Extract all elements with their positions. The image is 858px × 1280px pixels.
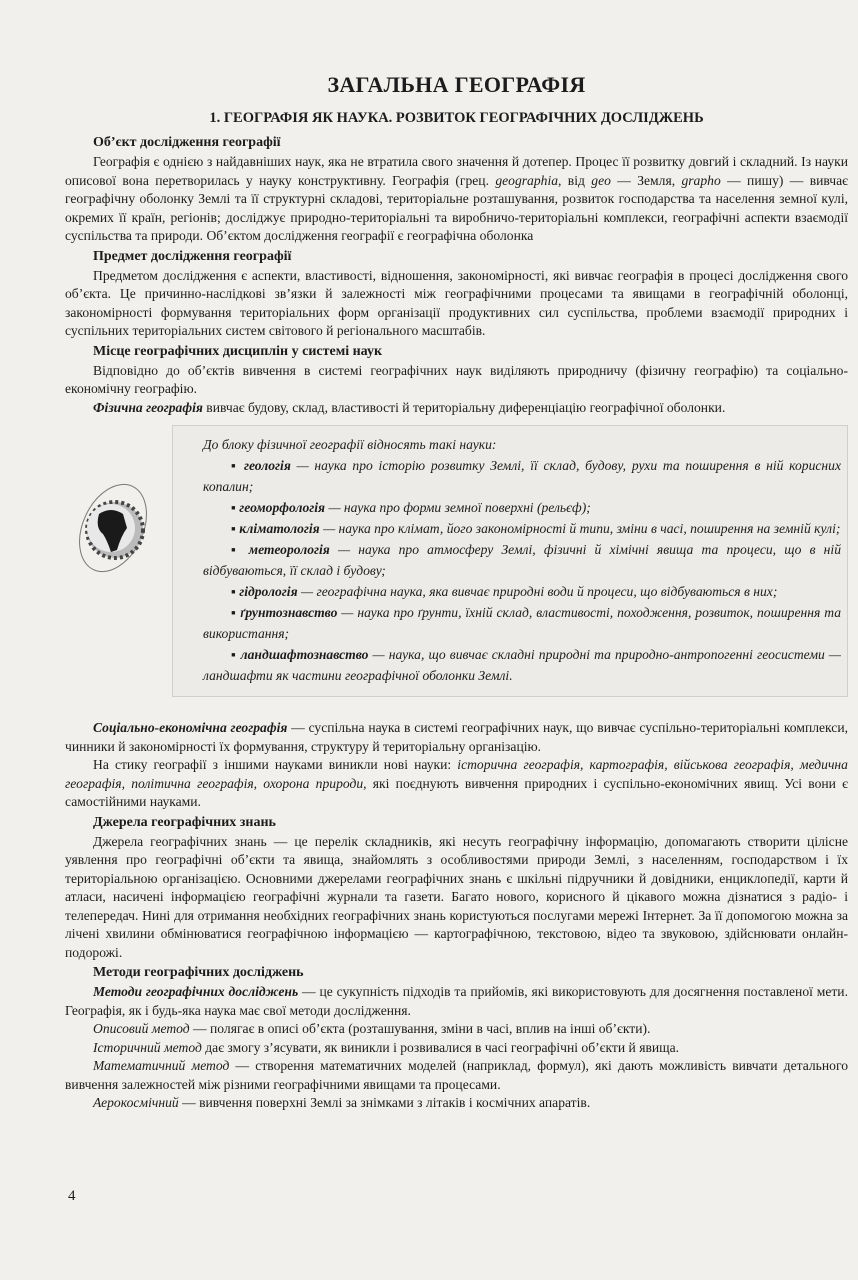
physical-geography-box xyxy=(172,425,848,697)
globe-gear-icon xyxy=(71,478,153,578)
science-definition: — наука про форми земної поверхні (рельєф); xyxy=(325,500,591,515)
text-run: історична географія, картографія, військова географія, медична географія, політична географія, охорона природи xyxy=(65,757,848,791)
text-run: Соціально-економічна географія xyxy=(93,720,288,735)
science-item: ▪ метеорологія — наука про атмосферу Землі, фізичні й хімічні явища та процеси, що в ній відбуваються, її склад і будову; xyxy=(203,542,842,578)
science-definition: — наука про атмосферу Землі, фізичні й хімічні явища та процеси, що в ній відбуваються, її склад і будову; xyxy=(203,542,842,578)
science-definition: — наука про клімат, його закономірності й типи, зміни в часі, поширення на земній кулі; xyxy=(319,521,841,536)
science-item: ▪ геологія — наука про історію розвитку Землі, її склад, будову, рухи та поширення в ній корисних копалин; xyxy=(203,458,842,494)
text-run: geo xyxy=(591,172,611,188)
science-item: ▪ кліматологія — наука про клімат, його закономірності й типи, зміни в часі, поширення на земній кулі; xyxy=(231,521,841,536)
section-heading: Об’єкт дослідження географії xyxy=(93,135,281,150)
box-lead: До блоку фізичної географії відносять такі науки: xyxy=(203,437,497,452)
science-term: геологія xyxy=(243,458,291,473)
section-heading: Методи географічних досліджень xyxy=(93,965,304,980)
text-run: Описовий метод xyxy=(93,1021,190,1036)
section-heading: Місце географічних дисциплін у системі наук xyxy=(93,343,383,359)
text-run: — Земля, xyxy=(610,172,682,188)
paragraph xyxy=(65,1039,848,1058)
science-term: кліматологія xyxy=(239,521,320,536)
text-run: — пишу) — вивчає географічну оболонку Землі та її структурні складові, територіальне розташування, розвиток господарства та населення земної кулі, окремих її країн, регіонів; досліджує природно-територіальні та виробничо-територіальні комплекси, географічні аспекти взаємодії суспільства та природи. Об’єктом дослідження географії є географічна оболонка xyxy=(65,172,849,243)
text-run: На стику географії з іншими науками виникли нові науки: xyxy=(93,757,458,772)
chapter-title: 1. ГЕОГРАФІЯ ЯК НАУКА. РОЗВИТОК ГЕОГРАФІЧНИХ ДОСЛІДЖЕНЬ xyxy=(209,110,704,126)
paragraph xyxy=(65,1094,848,1113)
text-run: grapho xyxy=(681,172,721,188)
paragraph xyxy=(65,399,848,418)
text-run: Предметом дослідження є аспекти, властивості, відношення, закономірності, які вивчає географія в процесі дослідження свого об’єкта. Це причинно-наслідкові зв’язки й залежності між географічними процесами та явищами в географічній оболонці, закономірності формування територіальних форм організації продуктивних сил суспільства, проблеми взаємодії природних і суспільних територіальних систем світового й регіонального масштабів. xyxy=(65,267,848,338)
text-run: — полягає в описі об’єкта (розташування, зміни в часі, вплив на інші об’єкти). xyxy=(189,1021,651,1036)
science-definition: — наука про ґрунти, їхній склад, властивості, походження, розвиток, поширення та використання; xyxy=(203,605,842,641)
text-run: — створення математичних моделей (наприклад, формул), які дають можливість вивчати детального вивчення залежностей між різними географічними явищами та процесами. xyxy=(65,1058,848,1092)
text-run: — суспільна наука в системі географічних наук, що вивчає суспільно-територіальні комплекси, чинники й закономірності їх формування, структуру й територіальну організацію. xyxy=(65,720,849,754)
text-run: — вивчення поверхні Землі за знімками з літаків і космічних апаратів. xyxy=(178,1095,591,1110)
text-run: Аерокосмічний xyxy=(93,1095,179,1110)
paragraph xyxy=(65,1057,848,1094)
science-item: ▪ ґрунтознавство — наука про ґрунти, їхній склад, властивості, походження, розвиток, поширення та використання; xyxy=(203,605,842,641)
paragraph xyxy=(65,983,848,1020)
text-run: Математичний метод xyxy=(93,1058,230,1073)
sections-bottom xyxy=(65,719,848,1113)
text-run: Фізична географія xyxy=(93,399,203,415)
text-run: Відповідно до об’єктів вивчення в системі географічних наук виділяють природничу (фізичну географію) та соціально-економічну географію. xyxy=(65,362,848,396)
science-term: метеорологія xyxy=(248,542,330,557)
text-run: дає змогу з’ясувати, як виникли і розвивалися в часі географічні об’єкти й явища. xyxy=(201,1039,680,1055)
science-definition: — наука про історію розвитку Землі, її склад, будову, рухи та поширення в ній корисних копалин; xyxy=(203,458,842,494)
document-page xyxy=(65,72,848,1113)
paragraph xyxy=(65,833,848,963)
science-term: гідрологія xyxy=(239,584,298,599)
section-heading: Джерела географічних знань xyxy=(93,814,276,830)
paragraph xyxy=(65,153,848,246)
science-term: ландшафтознавство xyxy=(240,647,369,662)
sections-top xyxy=(65,135,848,417)
text-run: вивчає будову, склад, властивості й територіальну диференціацію географічної оболонки. xyxy=(202,399,726,415)
science-item: ▪ ландшафтознавство — наука, що вивчає складні природні та природно-антропогенні геосистеми — ландшафти як частини географічної оболонки Землі. xyxy=(203,647,842,683)
text-run: Історичний метод xyxy=(93,1039,202,1055)
section-heading: Предмет дослідження географії xyxy=(93,248,292,264)
science-definition: — географічна наука, яка вивчає природні води й процеси, що відбуваються в них; xyxy=(297,584,778,599)
paragraph xyxy=(65,1020,848,1039)
paragraph xyxy=(65,362,848,399)
science-item: ▪ гідрологія — географічна наука, яка вивчає природні води й процеси, що відбуваються в них; xyxy=(231,584,778,599)
science-term: ґрунтознавство xyxy=(240,605,338,620)
science-item: ▪ геоморфологія — наука про форми земної поверхні (рельєф); xyxy=(231,500,591,515)
paragraph xyxy=(65,267,848,341)
text-run: Джерела географічних знань — це перелік складників, які несуть географічну інформацію, допомагають створити цілісне уявлення про географічні об’єкти та явища, знайомлять з особливостями природи Землі, з населенням, господарством і їх територіальною організацією. Основними джерелами географічних знань є шкільні підручники й довідники, енциклопедії, карти й атласи, насичені інформацією географічні журнали та газети. Багато нового, корисного й цікавого можна дізнатися з радіо- і телепередач. Нині для отримання необхідних географічних знань користуються послугами мережі Інтернет. За її допомогою можна за лічені хвилини обмінюватися географічною інформацією — картографічною, текстовою, відео та звуковою, здійснювати онлайн-подорожі. xyxy=(65,833,848,960)
science-term: геоморфологія xyxy=(239,500,326,515)
paragraph xyxy=(65,756,848,812)
paragraph xyxy=(65,719,848,756)
text-run: Географія є однією з найдавніших наук, яка не втратила свого значення й дотепер. Процес її розвитку довгий і складний. Із науки описової вона перетворилась у науку конструктивну. Географія (грец. xyxy=(65,154,848,188)
text-run: geographia xyxy=(495,172,559,188)
science-definition: — наука, що вивчає складні природні та природно-антропогенні геосистеми — ландшафти як частини географічної оболонки Землі. xyxy=(203,647,842,683)
text-run: , від xyxy=(558,172,592,188)
text-run: — це сукупність підходів та прийомів, які використовують для досягнення поставленої мети. Географія, як і будь-яка наука має свої методи дослідження. xyxy=(65,984,848,1018)
page-number: 4 xyxy=(68,1188,76,1204)
page-title: ЗАГАЛЬНА ГЕОГРАФІЯ xyxy=(327,72,586,97)
text-run: Методи географічних досліджень xyxy=(93,984,299,999)
text-run: , які поєднують вивчення природних і суспільно-економічних явищ. Усі вони є самостійними науками. xyxy=(65,775,848,809)
